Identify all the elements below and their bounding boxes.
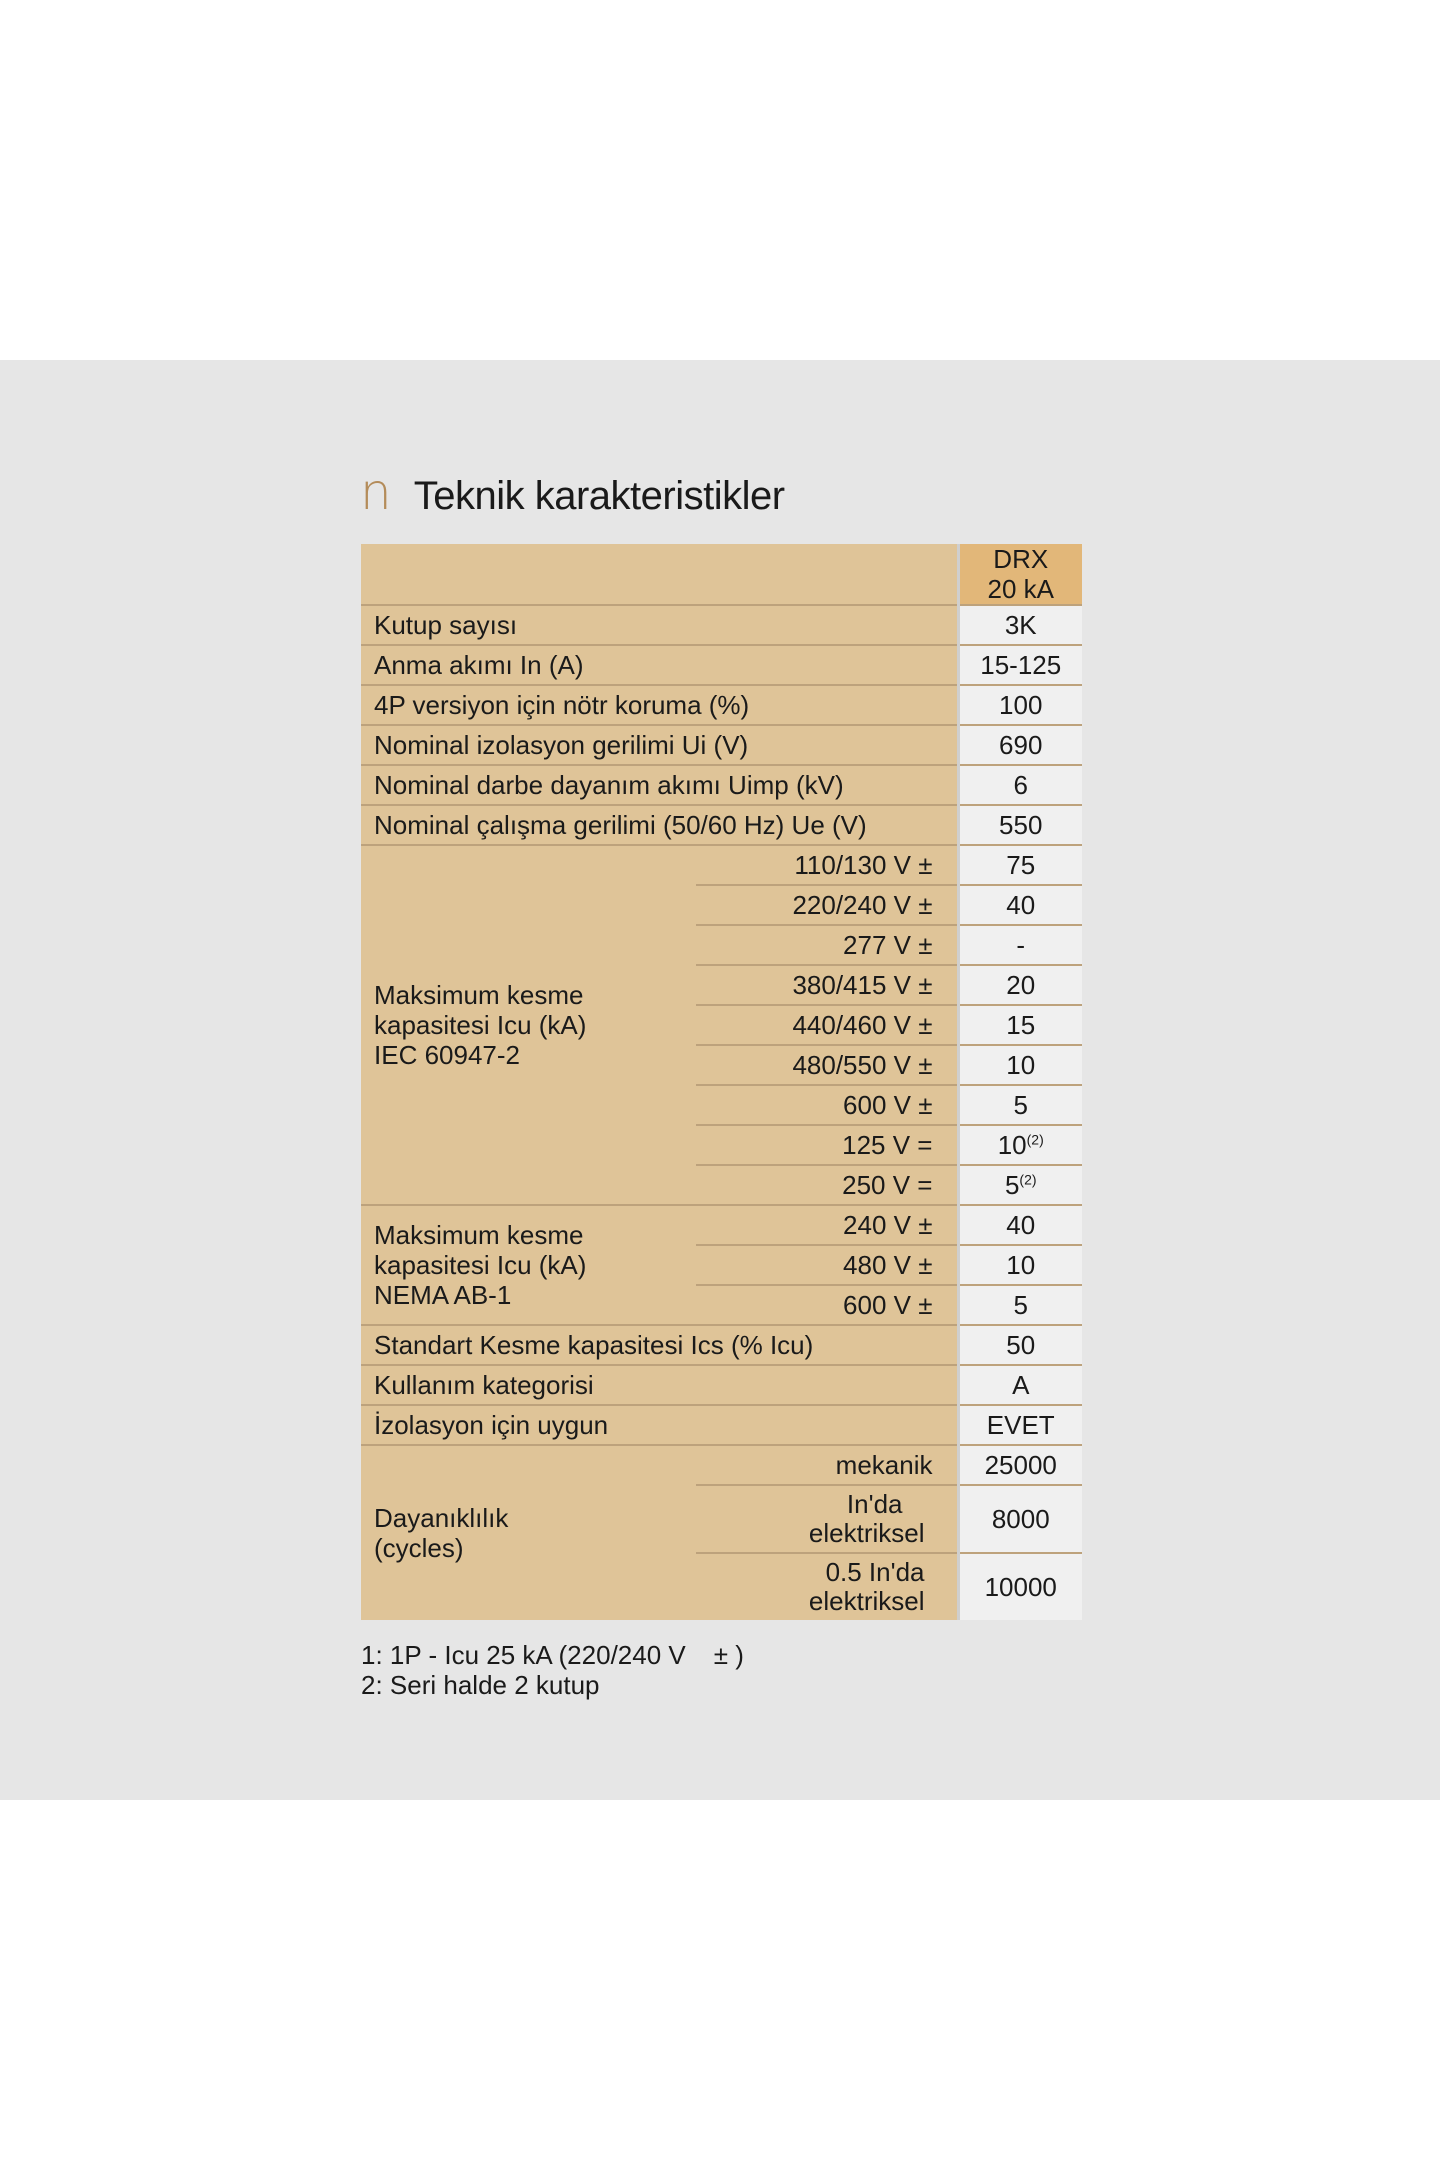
cycles-value: 8000	[958, 1485, 1082, 1553]
row-value: 690	[958, 725, 1082, 765]
table-row	[361, 805, 1082, 845]
voltage-label: 480 V ±	[696, 1245, 958, 1285]
icu-value: 40	[958, 1205, 1082, 1245]
table-header-row	[361, 544, 1082, 605]
row-value: 6	[958, 765, 1082, 805]
header-model: DRX	[993, 544, 1049, 574]
durability-type	[696, 1553, 958, 1620]
row-label: İzolasyon için uygun	[361, 1405, 958, 1445]
icu-value: 10	[958, 1045, 1082, 1085]
footnote-mark: (2)	[1026, 1130, 1044, 1147]
footnote-mark: (2)	[1019, 1170, 1037, 1187]
icu-value-cell	[958, 1125, 1082, 1165]
iec-label-line: kapasitesi Icu (kA)	[374, 1010, 587, 1040]
spec-table	[361, 544, 1082, 1620]
nema-label-line: NEMA AB-1	[374, 1280, 512, 1310]
durability-type-line: elektriksel	[808, 1586, 925, 1616]
row-label: Nominal izolasyon gerilimi Ui (V)	[361, 725, 958, 765]
voltage-label: 277 V ±	[696, 925, 958, 965]
durability-group-label	[361, 1445, 696, 1620]
row-label: Anma akımı In (A)	[361, 645, 958, 685]
table-row	[361, 765, 1082, 805]
row-value: EVET	[958, 1405, 1082, 1445]
voltage-label: 480/550 V ±	[696, 1045, 958, 1085]
icu-value: 5	[1004, 1169, 1020, 1200]
voltage-label: 250 V =	[696, 1165, 958, 1205]
footnote-2: 2: Seri halde 2 kutup	[361, 1670, 600, 1700]
header-model-cell	[958, 544, 1082, 605]
iec-row	[361, 845, 1082, 885]
voltage-label: 440/460 V ±	[696, 1005, 958, 1045]
row-label: 4P versiyon için nötr koruma (%)	[361, 685, 958, 725]
iec-label-line: IEC 60947-2	[374, 1040, 520, 1070]
header-empty-cell	[361, 544, 958, 605]
durability-row	[361, 1445, 1082, 1485]
voltage-label: 220/240 V ±	[696, 885, 958, 925]
bullet-icon: n	[360, 463, 392, 521]
nema-label-line: kapasitesi Icu (kA)	[374, 1250, 587, 1280]
footnote-1-text: 1: 1P - Icu 25 kA (220/240 V	[361, 1640, 686, 1670]
icu-value: 40	[958, 885, 1082, 925]
icu-value: -	[958, 925, 1082, 965]
voltage-label: 600 V ±	[696, 1285, 958, 1325]
row-value: 50	[958, 1325, 1082, 1365]
nema-group-label	[361, 1205, 696, 1325]
table-row	[361, 605, 1082, 645]
row-label: Kutup sayısı	[361, 605, 958, 645]
icu-value: 75	[958, 845, 1082, 885]
durability-type: mekanik	[696, 1445, 958, 1485]
icu-value: 5	[958, 1285, 1082, 1325]
durability-label-line: (cycles)	[374, 1533, 464, 1563]
voltage-label: 600 V ±	[696, 1085, 958, 1125]
voltage-label: 110/130 V ±	[696, 845, 958, 885]
row-label: Standart Kesme kapasitesi Ics (% Icu)	[361, 1325, 958, 1365]
footnotes	[361, 1640, 744, 1700]
durability-type-line: In'da	[846, 1489, 903, 1519]
row-label: Kullanım kategorisi	[361, 1365, 958, 1405]
row-label: Nominal çalışma gerilimi (50/60 Hz) Ue (V)	[361, 805, 958, 845]
iec-group-label	[361, 845, 696, 1205]
durability-type-line: elektriksel	[808, 1518, 925, 1548]
section-title	[360, 463, 785, 524]
icu-value-cell	[958, 1165, 1082, 1205]
voltage-label: 125 V =	[696, 1125, 958, 1165]
table-row	[361, 725, 1082, 765]
row-value: A	[958, 1365, 1082, 1405]
iec-label-line: Maksimum kesme	[374, 980, 584, 1010]
durability-type-line: 0.5 In'da	[825, 1557, 925, 1587]
durability-type	[696, 1485, 958, 1553]
page-title: Teknik karakteristikler	[413, 474, 785, 518]
icu-value: 10	[997, 1129, 1027, 1160]
table-row	[361, 1325, 1082, 1365]
row-value: 15-125	[958, 645, 1082, 685]
header-rating: 20 kA	[987, 574, 1054, 604]
table-row	[361, 1365, 1082, 1405]
cycles-value: 25000	[958, 1445, 1082, 1485]
icu-value: 5	[958, 1085, 1082, 1125]
row-label: Nominal darbe dayanım akımı Uimp (kV)	[361, 765, 958, 805]
nema-row	[361, 1205, 1082, 1245]
voltage-label: 240 V ±	[696, 1205, 958, 1245]
icu-value: 10	[958, 1245, 1082, 1285]
row-value: 550	[958, 805, 1082, 845]
table-row	[361, 645, 1082, 685]
icu-value: 15	[958, 1005, 1082, 1045]
voltage-label: 380/415 V ±	[696, 965, 958, 1005]
row-value: 3K	[958, 605, 1082, 645]
footnote-1	[361, 1640, 744, 1670]
table-row	[361, 1405, 1082, 1445]
row-value: 100	[958, 685, 1082, 725]
durability-label-line: Dayanıklılık	[374, 1503, 509, 1533]
nema-label-line: Maksimum kesme	[374, 1220, 584, 1250]
footnote-1-symbol: ± )	[713, 1640, 744, 1670]
icu-value: 20	[958, 965, 1082, 1005]
table-row	[361, 685, 1082, 725]
cycles-value: 10000	[958, 1553, 1082, 1620]
